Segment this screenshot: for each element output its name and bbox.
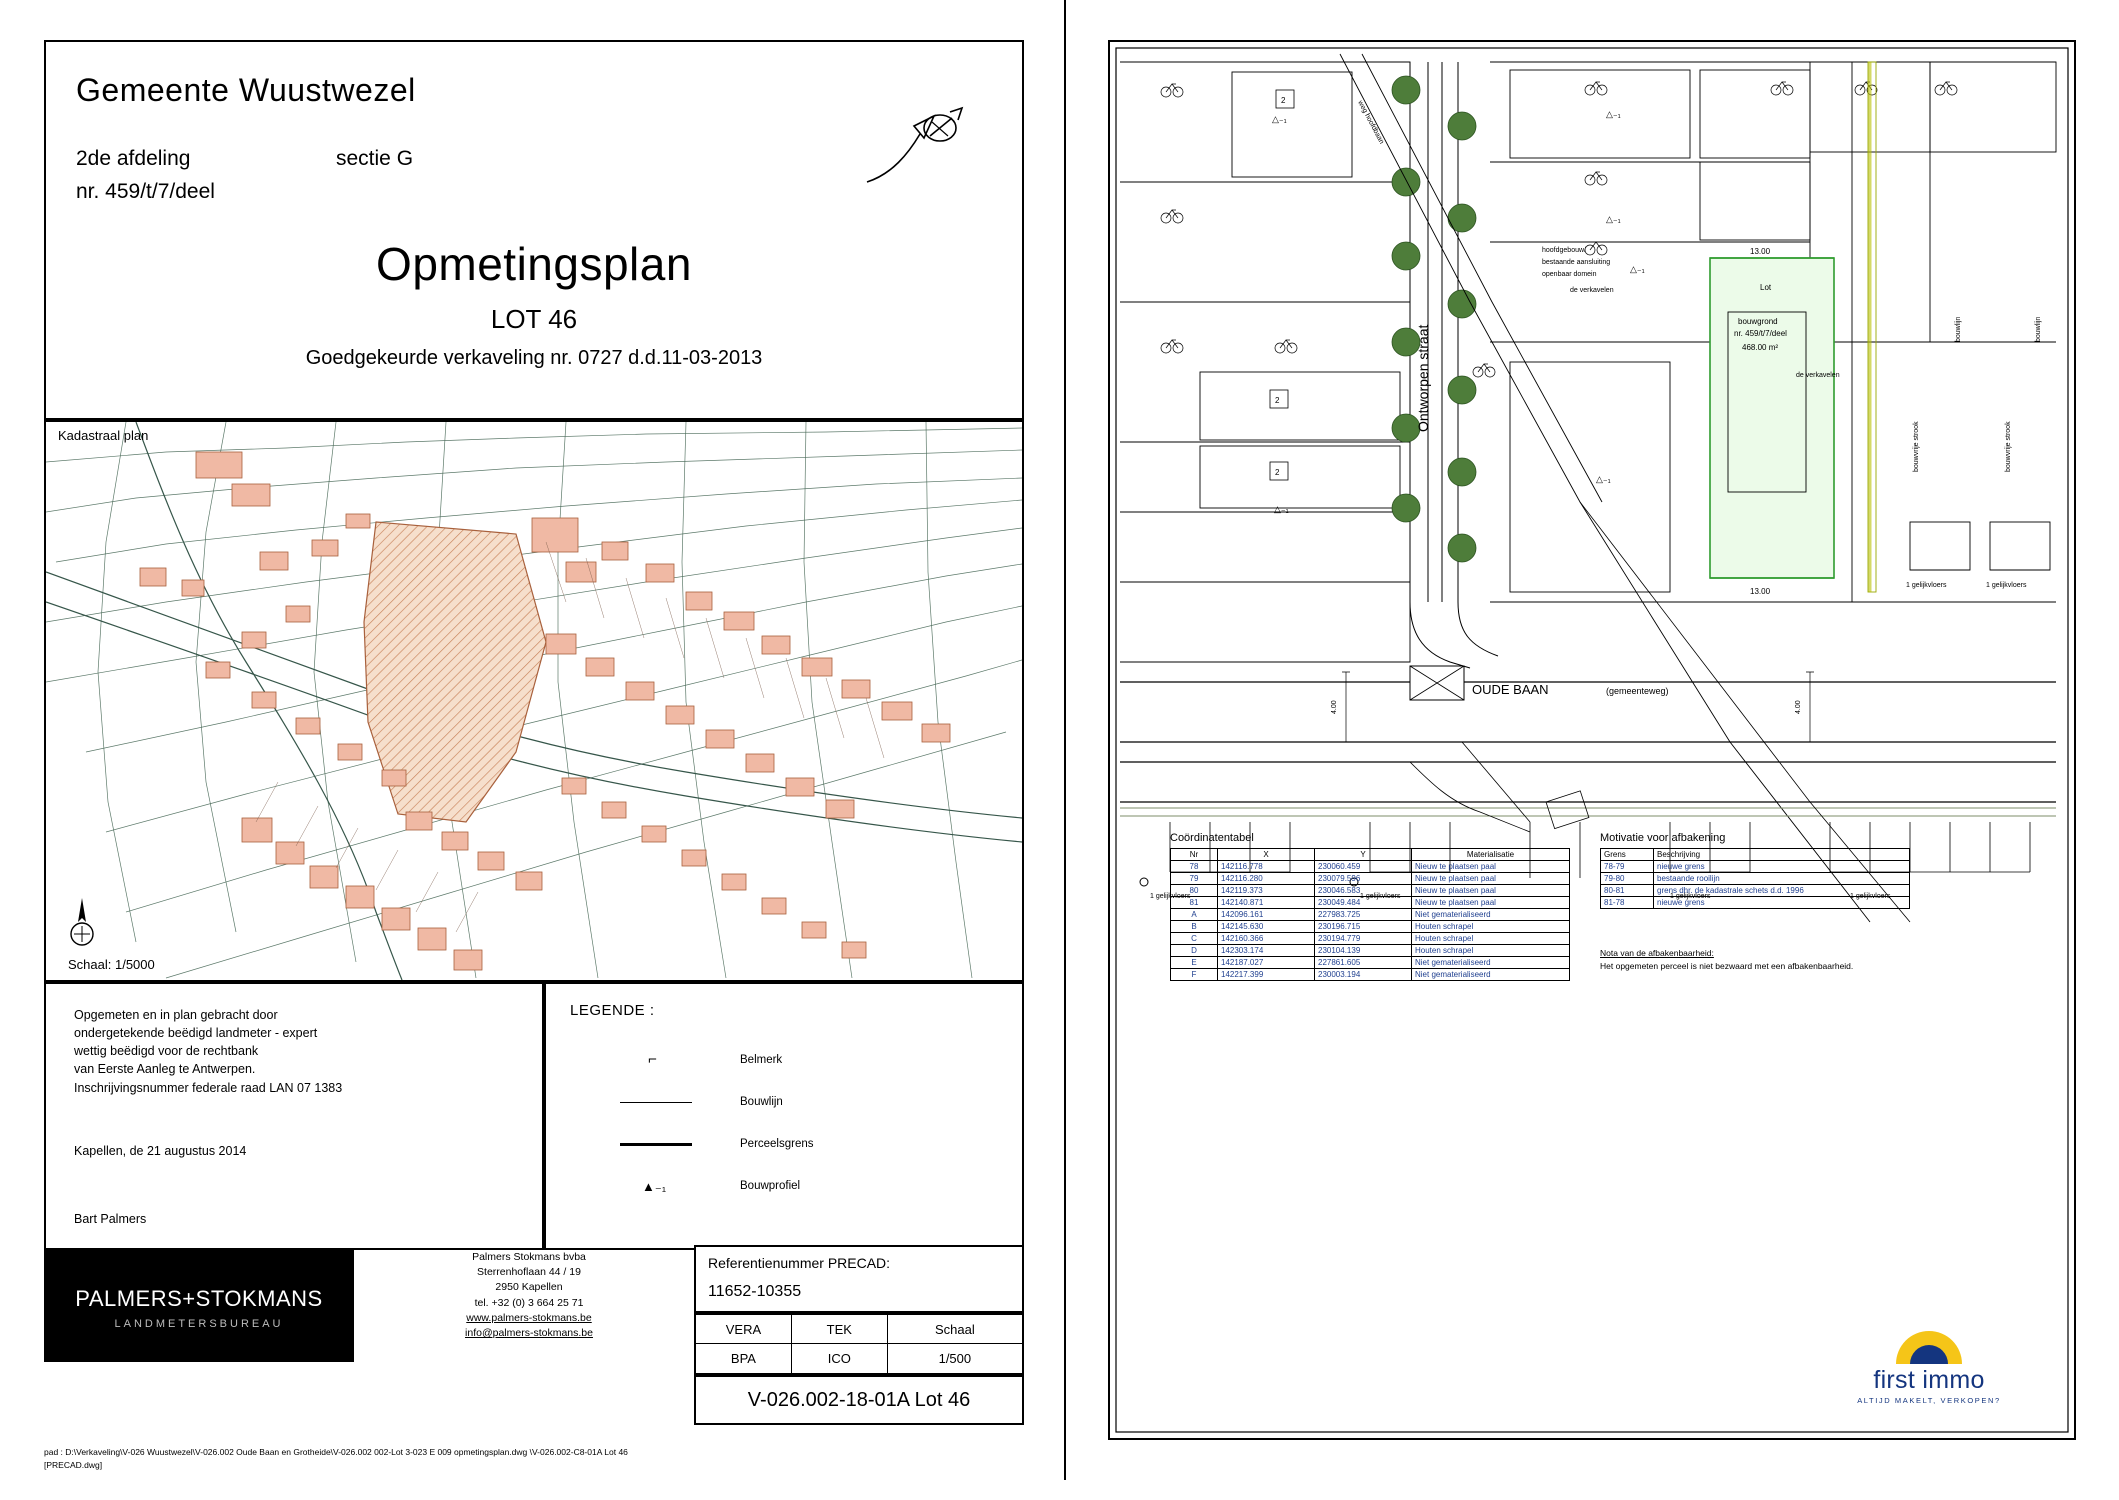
- north-arrow-icon: [862, 102, 972, 192]
- coordinate-table-block: [1170, 832, 1570, 981]
- svg-text:4.00: 4.00: [1795, 700, 1802, 714]
- company-address: [374, 1250, 684, 1362]
- reference-value: 11652-10355: [708, 1283, 802, 1300]
- coord-nr: A: [1171, 909, 1218, 921]
- coord-y: 230196.715: [1315, 921, 1412, 933]
- coord-col-x: X: [1218, 849, 1315, 861]
- municipality-name: Gemeente Wuustwezel: [76, 72, 416, 108]
- reference-block: [694, 1245, 1024, 1313]
- table-row: [1171, 945, 1570, 957]
- legend-block: [544, 982, 1024, 1250]
- reference-label: Referentienummer PRECAD:: [708, 1255, 891, 1271]
- coord-material: Nieuw te plaatsen paal: [1412, 873, 1570, 885]
- svg-text:de verkavelen: de verkavelen: [1570, 287, 1614, 294]
- company-name: Palmers Stokmans bvba: [472, 1251, 586, 1263]
- motivation-table-block: [1600, 832, 1910, 909]
- site-plan-drawing: [1110, 42, 2074, 1438]
- title-block: [44, 40, 1024, 420]
- svg-text:1 gelijkvloers: 1 gelijkvloers: [1906, 582, 1947, 589]
- coord-x: 142160.366: [1218, 933, 1315, 945]
- svg-text:13.00: 13.00: [1750, 587, 1771, 596]
- sun-arc-icon: [1824, 1324, 2034, 1370]
- triangle-icon: ▲₋₁: [642, 1179, 667, 1194]
- svg-text:2: 2: [1281, 96, 1286, 105]
- company-street: Sterrenhoflaan 44 / 19: [477, 1266, 581, 1279]
- meta-header-schaal: Schaal: [888, 1315, 1022, 1344]
- note-line: van Eerste Aanleg te Antwerpen.: [74, 1062, 256, 1077]
- svg-text:△₋₁: △₋₁: [1606, 214, 1621, 224]
- svg-text:1 gelijkvloers: 1 gelijkvloers: [1850, 893, 1891, 900]
- coord-x: 142116.280: [1218, 873, 1315, 885]
- svg-text:△₋₁: △₋₁: [1606, 109, 1621, 119]
- svg-text:openbaar domein: openbaar domein: [1542, 271, 1597, 278]
- thin-line-icon: [570, 1092, 740, 1112]
- coord-y: 227861.605: [1315, 957, 1412, 969]
- right-sheet: [1108, 40, 2076, 1440]
- parcel-number-label: nr. 459/t/7/deel: [76, 180, 215, 203]
- note-place-date: Kapellen, de 21 augustus 2014: [74, 1144, 247, 1158]
- thick-line-icon: [570, 1134, 740, 1154]
- svg-text:bestaande aansluiting: bestaande aansluiting: [1542, 259, 1611, 266]
- coord-material: Nieuw te plaatsen paal: [1412, 897, 1570, 909]
- footer-path-line: pad : D:\Verkaveling\V-026 Wuustwezel\V-026.002 Oude Baan en Grotheide\V-026.002 002-Lot 3-023 E 009 opmetingsplan.dwg \V-026.002-C8-01A Lot 46: [44, 1447, 628, 1457]
- legend-title: LEGENDE :: [570, 1002, 655, 1019]
- coord-col-material: Materialisatie: [1412, 849, 1570, 861]
- nota-block: [1600, 947, 1930, 973]
- coord-nr: 81: [1171, 897, 1218, 909]
- coord-nr: F: [1171, 969, 1218, 981]
- note-line: Inschrijvingsnummer federale raad LAN 07 1383: [74, 1080, 343, 1095]
- svg-text:bouwvrije strook: bouwvrije strook: [2005, 421, 2012, 472]
- motiv-desc: grens dhr. de kadastrale schets d.d. 1996: [1654, 885, 1910, 897]
- cadastral-map-scale: Schaal: 1/5000: [68, 957, 155, 972]
- svg-text:1 gelijkvloers: 1 gelijkvloers: [1150, 893, 1191, 900]
- svg-text:bouwvrije strook: bouwvrije strook: [1913, 421, 1920, 472]
- coordinate-table-title: Coördinatentabel: [1170, 832, 1254, 844]
- meta-value-schaal: 1/500: [938, 1351, 972, 1366]
- coord-y: 230003.194: [1315, 969, 1412, 981]
- svg-text:13.00: 13.00: [1750, 247, 1771, 256]
- company-email-link[interactable]: info@palmers-stokmans.be: [465, 1327, 593, 1340]
- svg-text:Ontworpen straat: Ontworpen straat: [1415, 324, 1431, 432]
- coord-col-nr: Nr: [1171, 849, 1218, 861]
- svg-text:4.00: 4.00: [1331, 700, 1338, 714]
- note-line: Opgemeten en in plan gebracht door: [74, 1008, 278, 1022]
- first-immo-logo: [1824, 1324, 2034, 1410]
- coord-x: 142187.027: [1218, 957, 1315, 969]
- legend-item-label: Bouwlijn: [740, 1096, 783, 1108]
- coord-col-y: Y: [1315, 849, 1412, 861]
- company-logo-subtitle: LANDMETERSBUREAU: [114, 1318, 284, 1330]
- motiv-desc: nieuwe grens: [1654, 861, 1910, 873]
- svg-text:Lot: Lot: [1760, 283, 1772, 292]
- coordinate-table-header-row: [1171, 849, 1570, 861]
- company-phone: tel. +32 (0) 3 664 25 71: [474, 1296, 584, 1309]
- footer-path-line: [PRECAD.dwg]: [44, 1459, 103, 1470]
- legend-item: [570, 1123, 1010, 1165]
- coord-material: Houten schrapel: [1412, 921, 1570, 933]
- coord-nr: B: [1171, 921, 1218, 933]
- legend-item-label: Belmerk: [740, 1054, 783, 1066]
- meta-value-vera: BPA: [696, 1344, 792, 1373]
- svg-text:bouwlijn: bouwlijn: [2035, 316, 2042, 342]
- coord-y: 230060.459: [1315, 861, 1412, 873]
- svg-text:2: 2: [1275, 396, 1280, 405]
- svg-text:OUDE BAAN: OUDE BAAN: [1472, 682, 1549, 697]
- motiv-grens: 78-79: [1601, 861, 1654, 873]
- company-logo: [44, 1250, 354, 1362]
- svg-text:(gemeenteweg): (gemeenteweg): [1606, 686, 1669, 696]
- coord-y: 230049.484: [1315, 897, 1412, 909]
- company-website-link[interactable]: www.palmers-stokmans.be: [466, 1311, 592, 1324]
- first-immo-name: first immo: [1873, 1366, 1985, 1394]
- division-label: 2de afdeling: [76, 147, 191, 170]
- section-label: sectie G: [336, 147, 414, 170]
- motivation-table-title: Motivatie voor afbakening: [1600, 832, 1726, 844]
- cadastral-map: [44, 420, 1024, 982]
- motiv-grens: 80-81: [1601, 885, 1654, 897]
- legend-item-label: Bouwprofiel: [740, 1180, 801, 1192]
- coord-material: Houten schrapel: [1412, 945, 1570, 957]
- svg-text:△₋₁: △₋₁: [1630, 264, 1645, 274]
- svg-text:1 gelijkvloers: 1 gelijkvloers: [1670, 893, 1711, 900]
- coord-x: 142119.373: [1218, 885, 1315, 897]
- svg-text:bouwlijn: bouwlijn: [1955, 316, 1962, 342]
- drawing-number: V-026.002-18-01A Lot 46: [694, 1375, 1024, 1425]
- cadastral-map-label: Kadastraal plan: [58, 428, 149, 443]
- page-title: Opmetingsplan: [376, 238, 692, 290]
- compass-icon: [64, 896, 100, 954]
- motivation-table-header-row: [1601, 849, 1910, 861]
- motiv-desc: nieuwe grens: [1654, 897, 1910, 909]
- svg-text:468.00 m²: 468.00 m²: [1742, 343, 1779, 352]
- table-row: [1171, 897, 1570, 909]
- coord-x: 142140.871: [1218, 897, 1315, 909]
- lot-title: LOT 46: [490, 304, 578, 334]
- nota-text: Het opgemeten perceel is niet bezwaard met een afbakenbaarheid.: [1600, 960, 1854, 971]
- footer-file-path: [44, 1446, 1044, 1472]
- legend-item: [570, 1081, 1010, 1123]
- motivation-table: [1600, 848, 1910, 909]
- legend-rows: [570, 1039, 1010, 1207]
- table-row: [1601, 897, 1910, 909]
- coord-material: Nieuw te plaatsen paal: [1412, 861, 1570, 873]
- coord-y: 230104.139: [1315, 945, 1412, 957]
- coord-y: 230046.583: [1315, 885, 1412, 897]
- svg-text:2: 2: [1275, 468, 1280, 477]
- company-logo-name: PALMERS+STOKMANS: [75, 1286, 323, 1311]
- table-row: [1601, 861, 1910, 873]
- svg-text:nr. 459/t/7/deel: nr. 459/t/7/deel: [1734, 329, 1787, 338]
- svg-text:△₋₁: △₋₁: [1274, 504, 1289, 514]
- svg-text:△₋₁: △₋₁: [1596, 474, 1611, 484]
- coord-material: Niet gematerialiseerd: [1412, 909, 1570, 921]
- survey-mark-icon: ⌐: [648, 1051, 657, 1068]
- meta-grid: [694, 1313, 1024, 1375]
- table-row: [1171, 969, 1570, 981]
- meta-header-vera: VERA: [696, 1315, 792, 1344]
- table-row: [1171, 861, 1570, 873]
- table-row: [1171, 909, 1570, 921]
- coord-material: Houten schrapel: [1412, 933, 1570, 945]
- table-row: [1171, 957, 1570, 969]
- nota-title: Nota van de afbakenbaarheid:: [1600, 948, 1714, 958]
- coord-nr: C: [1171, 933, 1218, 945]
- svg-text:bouwgrond: bouwgrond: [1738, 317, 1778, 326]
- coord-material: Niet gematerialiseerd: [1412, 957, 1570, 969]
- svg-text:hoofdgebouw/: hoofdgebouw/: [1542, 247, 1586, 254]
- surveyor-note-text: [74, 1006, 514, 1097]
- svg-text:1 gelijkvloers: 1 gelijkvloers: [1986, 582, 2027, 589]
- coord-x: 142217.399: [1218, 969, 1315, 981]
- surveyor-note-block: [44, 982, 544, 1250]
- coord-y: 230079.596: [1315, 873, 1412, 885]
- motiv-col-desc: Beschrijving: [1654, 849, 1910, 861]
- coord-x: 142116.778: [1218, 861, 1315, 873]
- coord-x: 142303.174: [1218, 945, 1315, 957]
- coord-y: 227983.725: [1315, 909, 1412, 921]
- coord-y: 230194.779: [1315, 933, 1412, 945]
- coord-nr: 79: [1171, 873, 1218, 885]
- company-city: 2950 Kapellen: [495, 1281, 563, 1294]
- first-immo-tagline: ALTIJD MAKELT, VERKOPEN?: [1857, 1396, 2001, 1405]
- coord-material: Niet gematerialiseerd: [1412, 969, 1570, 981]
- motiv-desc: bestaande rooilijn: [1654, 873, 1910, 885]
- left-sheet: [44, 40, 1024, 1440]
- table-row: [1171, 873, 1570, 885]
- coord-nr: E: [1171, 957, 1218, 969]
- note-line: wettig beëdigd voor de rechtbank: [74, 1044, 259, 1059]
- sheet-divider: [1064, 0, 1066, 1480]
- table-row: [1601, 873, 1910, 885]
- legend-item-label: Perceelsgrens: [740, 1138, 814, 1150]
- svg-text:de verkavelen: de verkavelen: [1796, 372, 1840, 379]
- svg-text:weg hoofdbaan: weg hoofdbaan: [1356, 99, 1385, 146]
- svg-text:△₋₁: △₋₁: [1272, 114, 1287, 124]
- coord-nr: 80: [1171, 885, 1218, 897]
- note-signature: Bart Palmers: [74, 1212, 147, 1226]
- approval-text: Goedgekeurde verkaveling nr. 0727 d.d.11-03-2013: [305, 347, 763, 369]
- table-row: [1171, 933, 1570, 945]
- meta-header-tek: TEK: [792, 1315, 888, 1344]
- svg-text:1 gelijkvloers: 1 gelijkvloers: [1360, 893, 1401, 900]
- table-row: [1171, 885, 1570, 897]
- note-line: ondergetekende beëdigd landmeter - expert: [74, 1026, 318, 1041]
- coordinate-table: [1170, 848, 1570, 981]
- motiv-grens: 79-80: [1601, 873, 1654, 885]
- coord-x: 142096.161: [1218, 909, 1315, 921]
- table-row: [1601, 885, 1910, 897]
- coord-nr: 78: [1171, 861, 1218, 873]
- table-row: [1171, 921, 1570, 933]
- motiv-col-grens: Grens: [1601, 849, 1654, 861]
- motiv-grens: 81-78: [1601, 897, 1654, 909]
- legend-item: [570, 1039, 1010, 1081]
- cadastral-map-drawing: [46, 422, 1022, 980]
- meta-value-tek: ICO: [792, 1344, 888, 1373]
- coord-x: 142145.630: [1218, 921, 1315, 933]
- coord-nr: D: [1171, 945, 1218, 957]
- legend-item: [570, 1165, 1010, 1207]
- coord-material: Nieuw te plaatsen paal: [1412, 885, 1570, 897]
